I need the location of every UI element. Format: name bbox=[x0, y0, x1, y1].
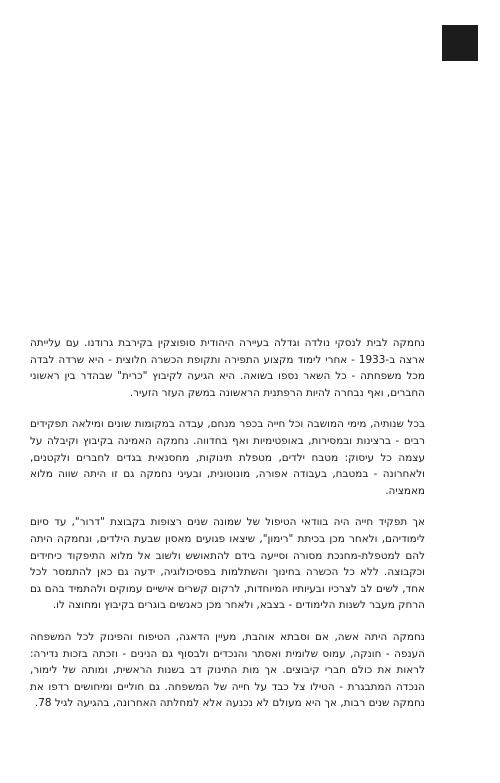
paragraph-3: אך תפקיד חייה היה בוודאי הטיפול של שמונה שנים רצופות בקבוצת "דרור", עד סיום לימודיהם, ולאחר מכן בכיתת "רימון", שיצאו פגועים מאסון שבעת הילדים, ונחמקה היתה להם למטפלת-מחנכת מסורה וסייעה בידם להתאושש ולשוב אל מלוא התיפקוד כיחידים וכקבוצה. ללא כל הכשרה בחינוך והשתלמות בפסיכולוגיה, ידעה גם כאן להתמסר לכל אחד, לשים לב לצרכיו ובעיותיו המיוחדות, לרקום קשרים אישיים עמוקים ולהתמיד בהם גם הרחק מעבר לשנות הלימודים - בצבא, ולאחר מכן כאנשים בוגרים בקיבוץ ומחוצה לו. bbox=[30, 516, 425, 612]
memorial-text bbox=[30, 335, 425, 712]
corner-marker-square bbox=[442, 25, 478, 61]
paragraph-4: נחמקה היתה אשה, אם וסבתא אוהבת, מעיין הדאגה, הטיפוח והפינוק לכל המשפחה הענפה - חונקה, עמוס שלומית ואסתר והנכדים ולבסוף גם הנינים - וזכתה בזכות נדירה: לראות את כולם חברי קיבוצים. אך מות התינוק דב בשנות הראשית, ומותה של לימור, הנכדה המתבגרת - הטילו צל כבד על חייה של המשפחה. גם חוליים ומיחושים רדפו את נחמקה שנים רבות, אך היא מעולם לא נכנעה אלא למחלתה האחרונה, בהגיעה לגיל 78. bbox=[30, 630, 425, 710]
paragraph-1: נחמקה לבית לנסקי נולדה וגדלה בעיירה היהודית סופוצקין בקירבת גרודנו. עם עלייתה ארצה ב-1933 - אחרי לימוד מקצוע התפירה ותקופת הכשרה חלוצית - היא שרדה לבדה מכל משפחתה - כל השאר נספו בשואה. היא הגיעה לקיבוץ "כרית" שבהדר בין ראשוני החברים, ואף נבחרה להיות הרפתנית הראשונה במשק העזר הזעיר. bbox=[30, 337, 425, 399]
paragraph-2: בכל שנותיה, מימי המושבה וכל חייה בכפר מנחם, עבדה במקומות שונים ומילאה תפקידים רבים - ברצינות ובמסירות, באופטימיות ואף בחדווה. נחמקה האמינה בקיבוץ וקיבלה על עצמה כל עיסוק: מטבח ילדים, מטפלת תינוקות, מחסנאית בגדים לחברים ולקטנים, ולאחרונה - במטבח, בעבודה אפורה, מונוטונית, ובעיני נחמקה גם זו היתה שווה מלוא מאמציה. bbox=[30, 418, 425, 497]
